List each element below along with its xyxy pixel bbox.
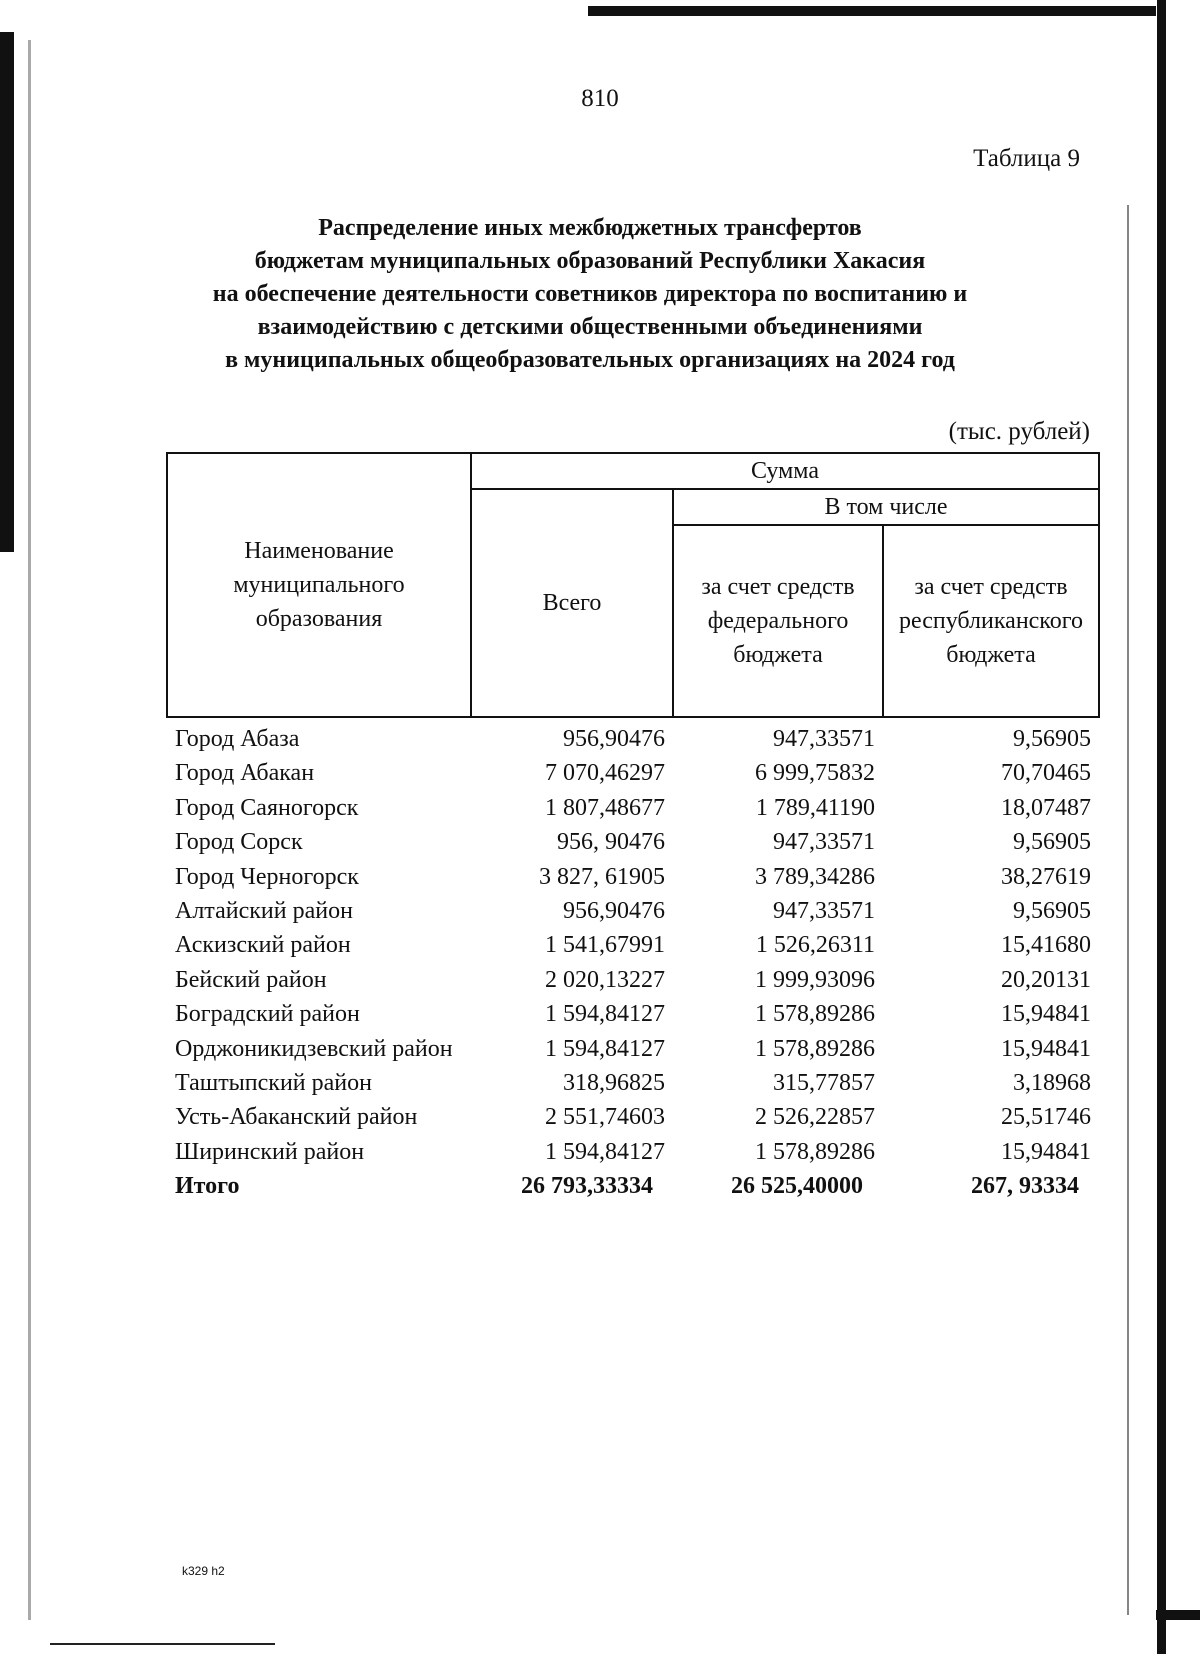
table-row (167, 860, 1099, 894)
row-republican: 9,56905 (1013, 726, 1091, 752)
title-line: взаимодействию с детскими общественными объединениями (257, 314, 923, 340)
row-name: Таштыпский район (175, 1070, 372, 1097)
total-row (167, 1169, 1099, 1203)
document-title (150, 212, 1030, 377)
units-label: (тыс. рублей) (948, 418, 1090, 445)
scan-edge-right-bottom (1156, 1610, 1200, 1620)
scan-edge-left-thin (28, 40, 31, 1620)
table-row (167, 1032, 1099, 1066)
row-name: Ширинский район (175, 1138, 365, 1165)
title-line: бюджетам муниципальных образований Республики Хакасия (254, 248, 926, 274)
header-total: Всего (471, 489, 673, 717)
row-federal: 1 578,89286 (755, 1001, 875, 1028)
header-sum: Сумма (471, 453, 1099, 489)
row-republican: 15,94841 (1001, 1035, 1091, 1062)
row-name: Аскизский район (175, 932, 351, 959)
row-republican: 38,27619 (1001, 863, 1091, 890)
row-federal: 3 789,34286 (755, 863, 875, 890)
table-label: Таблица 9 (973, 145, 1080, 172)
total-sum: 26 793,33334 (521, 1173, 653, 1200)
row-total: 7 070,46297 (545, 760, 665, 787)
table-row (167, 825, 1099, 859)
table-row (167, 894, 1099, 928)
table-row (167, 928, 1099, 962)
title-line: Распределение иных межбюджетных трансфертов (318, 215, 862, 241)
row-name: Орджоникидзевский район (175, 1035, 453, 1062)
row-republican: 3,18968 (1013, 1070, 1091, 1097)
row-federal: 6 999,75832 (755, 760, 875, 787)
row-federal: 1 578,89286 (755, 1138, 875, 1165)
header-federal: за счет средств федерального бюджета (673, 525, 883, 717)
title-line: на обеспечение деятельности советников директора по воспитанию и (212, 281, 968, 307)
table-row (167, 1135, 1099, 1169)
row-federal: 947,33571 (773, 829, 875, 856)
row-federal: 1 526,26311 (755, 932, 875, 959)
total-federal: 26 525,40000 (731, 1173, 863, 1200)
row-total: 1 594,84127 (545, 1035, 665, 1062)
table-row (167, 717, 1099, 756)
row-total: 1 807,48677 (545, 794, 665, 821)
title-line: в муниципальных общеобразовательных организациях на 2024 год (225, 347, 955, 373)
row-name: Город Сорск (175, 829, 303, 856)
row-total: 318,96825 (563, 1070, 665, 1097)
row-republican: 15,94841 (1001, 1138, 1091, 1165)
scan-edge-top (588, 6, 1156, 16)
row-federal: 947,33571 (773, 898, 875, 925)
table-row (167, 1066, 1099, 1100)
scan-edge-bottom (50, 1643, 275, 1645)
row-total: 2 551,74603 (545, 1104, 665, 1131)
row-republican: 15,94841 (1001, 1001, 1091, 1028)
row-republican: 15,41680 (1001, 932, 1091, 959)
total-republican: 267, 93334 (971, 1173, 1079, 1200)
row-total: 1 594,84127 (545, 1138, 665, 1165)
row-name: Усть-Абаканский район (175, 1104, 418, 1131)
header-republican: за счет средств республиканского бюджета (883, 525, 1099, 717)
footer-code: k329 h2 (182, 1564, 225, 1578)
row-name: Город Черногорск (175, 863, 359, 890)
row-total: 3 827, 61905 (539, 863, 665, 890)
row-name: Бейский район (175, 966, 327, 993)
row-federal: 1 999,93096 (755, 966, 875, 993)
table-row (167, 791, 1099, 825)
row-federal: 1 789,41190 (755, 794, 875, 821)
row-republican: 25,51746 (1001, 1104, 1091, 1131)
row-total: 2 020,13227 (545, 966, 665, 993)
total-label: Итого (175, 1173, 240, 1200)
row-total: 1 594,84127 (545, 1001, 665, 1028)
row-federal: 2 526,22857 (755, 1104, 875, 1131)
row-total: 956,90476 (563, 898, 665, 925)
table-row (167, 963, 1099, 997)
transfers-table (166, 452, 1100, 1204)
row-republican: 70,70465 (1001, 760, 1091, 787)
row-republican: 18,07487 (1001, 794, 1091, 821)
row-name: Город Абаза (175, 726, 300, 752)
row-republican: 20,20131 (1001, 966, 1091, 993)
row-republican: 9,56905 (1013, 898, 1091, 925)
scan-edge-right (1157, 0, 1166, 1654)
header-including: В том числе (673, 489, 1099, 525)
row-name: Боградский район (175, 1001, 360, 1028)
row-name: Город Абакан (175, 760, 315, 787)
row-name: Город Саяногорск (175, 794, 359, 821)
table-row (167, 1100, 1099, 1134)
row-federal: 315,77857 (773, 1070, 875, 1097)
row-federal: 1 578,89286 (755, 1035, 875, 1062)
page-number: 810 (581, 85, 619, 112)
row-federal: 947,33571 (773, 726, 875, 752)
row-total: 956, 90476 (557, 829, 665, 856)
header-name: Наименование муниципального образования (167, 453, 471, 717)
table-row (167, 756, 1099, 790)
row-total: 956,90476 (563, 726, 665, 752)
table-row (167, 997, 1099, 1031)
row-name: Алтайский район (175, 898, 353, 925)
row-republican: 9,56905 (1013, 829, 1091, 856)
scan-edge-right-thin (1127, 205, 1129, 1615)
row-total: 1 541,67991 (545, 932, 665, 959)
